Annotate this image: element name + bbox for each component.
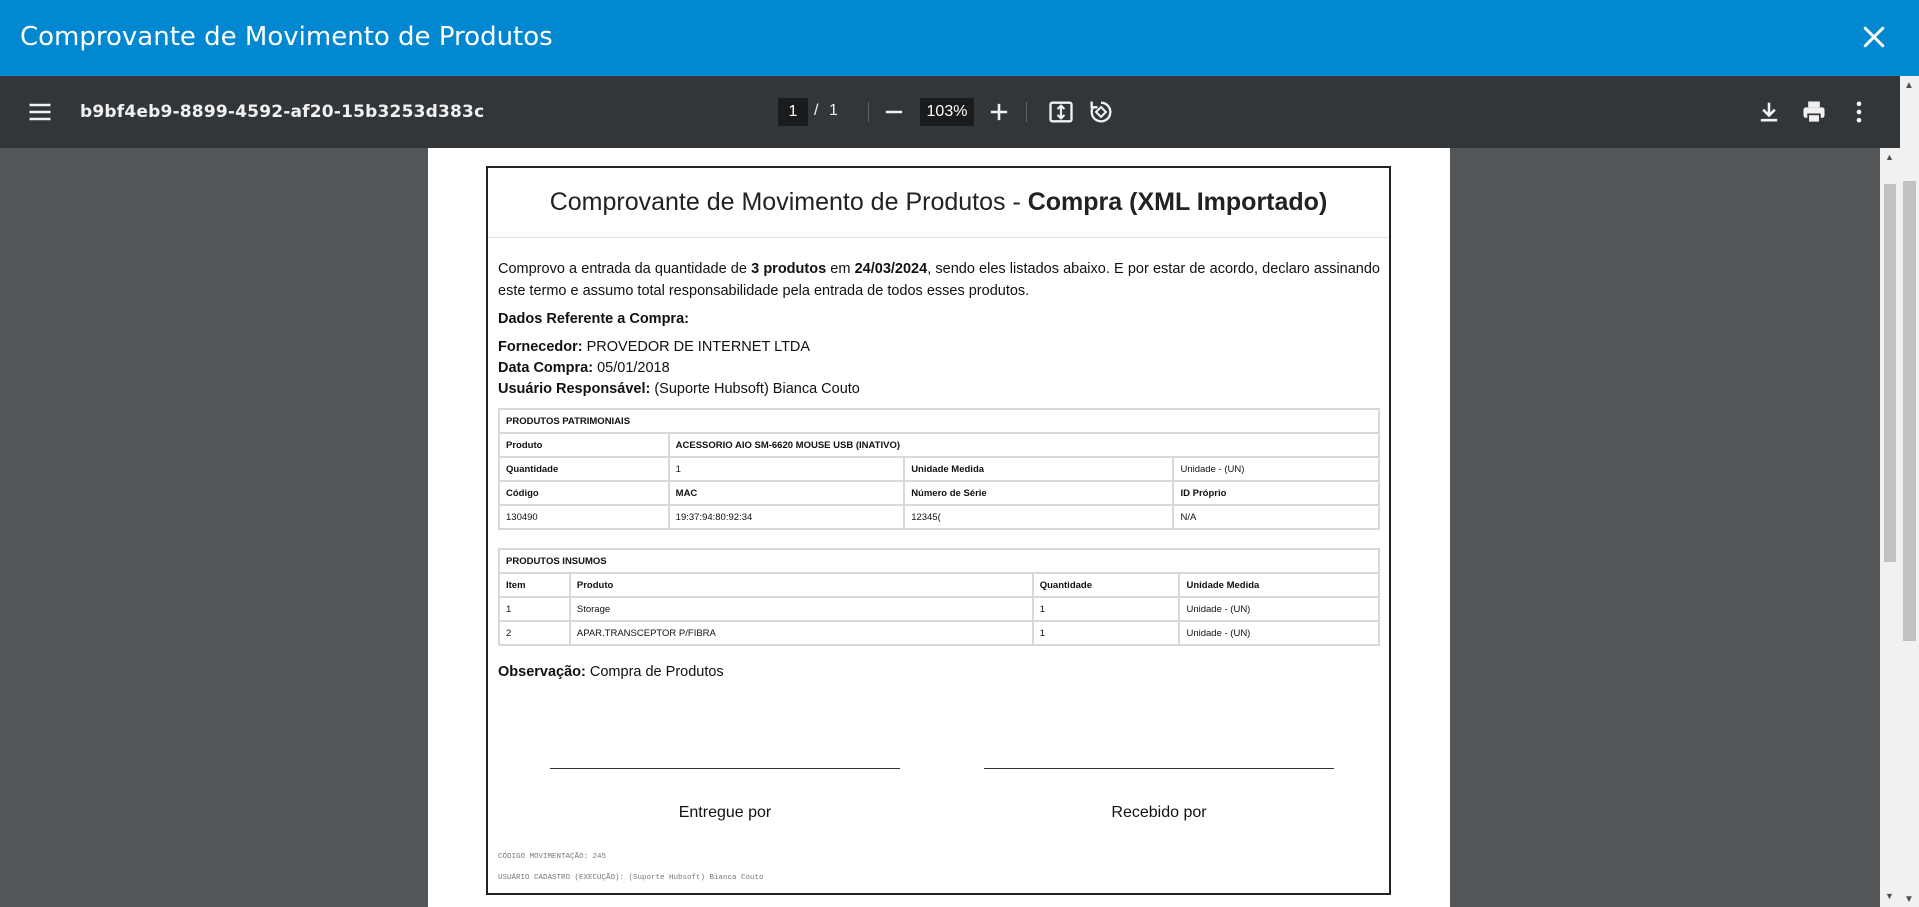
- table-cell: 1: [1033, 597, 1180, 621]
- document-title-type: Compra (XML Importado): [1027, 188, 1328, 216]
- received-by-label: Recebido por: [1111, 804, 1207, 821]
- responsible-user-label: Usuário Responsável:: [498, 381, 651, 397]
- table-cell: 1: [499, 597, 570, 621]
- responsible-user-field: [498, 381, 860, 397]
- declaration-date: 24/03/2024: [854, 261, 928, 277]
- fit-page-icon[interactable]: [1047, 98, 1075, 126]
- table-cell: Unidade - (UN): [1173, 457, 1379, 481]
- supplier-value: PROVEDOR DE INTERNET LTDA: [582, 339, 811, 355]
- table-cell: 2: [499, 621, 570, 645]
- scroll-down-arrow[interactable]: ▼: [1885, 891, 1894, 901]
- document-scrollbar[interactable]: [1880, 148, 1900, 907]
- table-row: [499, 621, 1379, 645]
- signature-line-delivered: [550, 768, 900, 769]
- pdf-page: [428, 148, 1450, 907]
- toolbar-divider: [1026, 102, 1027, 122]
- declaration-part: Comprovo a entrada da quantidade de: [498, 261, 752, 277]
- document-title-prefix: Comprovante de Movimento de Produtos -: [549, 188, 1021, 216]
- table-header: Quantidade: [1033, 573, 1180, 597]
- declaration-text: [498, 258, 1380, 302]
- patrimonial-products-table: [498, 408, 1380, 530]
- registering-user: USUÁRIO CADASTRO (EXECUÇÃO): (Suporte Hubsoft) Bianca Couto: [498, 874, 764, 882]
- purchase-date-label: Data Compra:: [498, 360, 594, 376]
- plus-icon[interactable]: [985, 98, 1013, 126]
- zoom-input[interactable]: 103%: [920, 98, 974, 126]
- table-cell: Número de Série: [904, 481, 1173, 505]
- table-header: Produto: [570, 573, 1033, 597]
- declaration-part: , sendo eles listados abaixo. E por estar de acordo, declaro assinando este termo e assumo total responsabilidade pela entrada de todos esses produtos.: [498, 261, 1380, 299]
- table-cell: 130490: [499, 505, 669, 529]
- scroll-down-arrow[interactable]: ▼: [1904, 894, 1914, 905]
- title-bar: [0, 0, 1919, 76]
- print-icon[interactable]: [1800, 98, 1828, 126]
- table-cell: MAC: [669, 481, 905, 505]
- download-icon[interactable]: [1755, 98, 1783, 126]
- table-row: [499, 597, 1379, 621]
- document-name: b9bf4eb9-8899-4592-af20-15b3253d383c: [80, 102, 485, 122]
- declaration-quantity: 3 produtos: [751, 261, 827, 277]
- menu-icon[interactable]: [26, 98, 54, 126]
- scroll-up-arrow[interactable]: ▲: [1904, 80, 1914, 91]
- table-cell: APAR.TRANSCEPTOR P/FIBRA: [570, 621, 1033, 645]
- window-scrollbar[interactable]: [1900, 76, 1919, 907]
- table-cell: Código: [499, 481, 669, 505]
- scroll-thumb[interactable]: [1903, 181, 1916, 641]
- table-cell: 1: [669, 457, 905, 481]
- table-cell: Quantidade: [499, 457, 669, 481]
- close-icon[interactable]: [1859, 22, 1889, 52]
- document-title: [488, 168, 1389, 238]
- supplier-label: Fornecedor:: [498, 339, 583, 355]
- observation-label: Observação:: [498, 664, 586, 680]
- table-cell: Unidade - (UN): [1179, 621, 1379, 645]
- patrimonial-heading: PRODUTOS PATRIMONIAIS: [499, 409, 1379, 433]
- document-frame: [486, 166, 1391, 895]
- purchase-date-value: 05/01/2018: [593, 360, 670, 376]
- window-title: Comprovante de Movimento de Produtos: [20, 22, 553, 52]
- supplies-products-table: [498, 548, 1380, 646]
- table-cell: Unidade Medida: [904, 457, 1173, 481]
- page-total: 1: [829, 102, 838, 119]
- table-header: Item: [499, 573, 570, 597]
- declaration-part: em: [826, 261, 855, 277]
- supplies-heading: PRODUTOS INSUMOS: [499, 549, 1379, 573]
- table-cell: 19:37:94:80:92:34: [669, 505, 905, 529]
- observation-value: Compra de Produtos: [585, 664, 724, 680]
- table-header: Unidade Medida: [1179, 573, 1379, 597]
- signature-line-received: [984, 768, 1334, 769]
- pdf-toolbar: [0, 76, 1900, 148]
- purchase-section-heading: Dados Referente a Compra:: [498, 311, 689, 327]
- table-cell: ACESSORIO AIO SM-6620 MOUSE USB (INATIVO): [669, 433, 1379, 457]
- responsible-user-value: (Suporte Hubsoft) Bianca Couto: [650, 381, 860, 397]
- supplier-field: [498, 339, 810, 355]
- table-cell: N/A: [1173, 505, 1379, 529]
- minus-icon[interactable]: [880, 98, 908, 126]
- delivered-by-label: Entregue por: [678, 804, 772, 821]
- purchase-date-field: [498, 360, 670, 376]
- toolbar-divider: [868, 102, 869, 122]
- table-cell: Unidade - (UN): [1179, 597, 1379, 621]
- scroll-up-arrow[interactable]: ▲: [1885, 152, 1894, 162]
- rotate-icon[interactable]: [1087, 98, 1115, 126]
- table-cell: 12345(: [904, 505, 1173, 529]
- table-cell: Produto: [499, 433, 669, 457]
- page-separator: /: [814, 102, 819, 119]
- scroll-thumb[interactable]: [1884, 184, 1896, 562]
- table-cell: Storage: [570, 597, 1033, 621]
- table-cell: ID Próprio: [1173, 481, 1379, 505]
- observation-field: [498, 664, 724, 680]
- more-vert-icon[interactable]: [1845, 98, 1873, 126]
- page-number-input[interactable]: 1: [778, 98, 808, 126]
- table-cell: 1: [1033, 621, 1180, 645]
- movement-code: CÓDIGO MOVIMENTAÇÃO: 245: [498, 853, 607, 861]
